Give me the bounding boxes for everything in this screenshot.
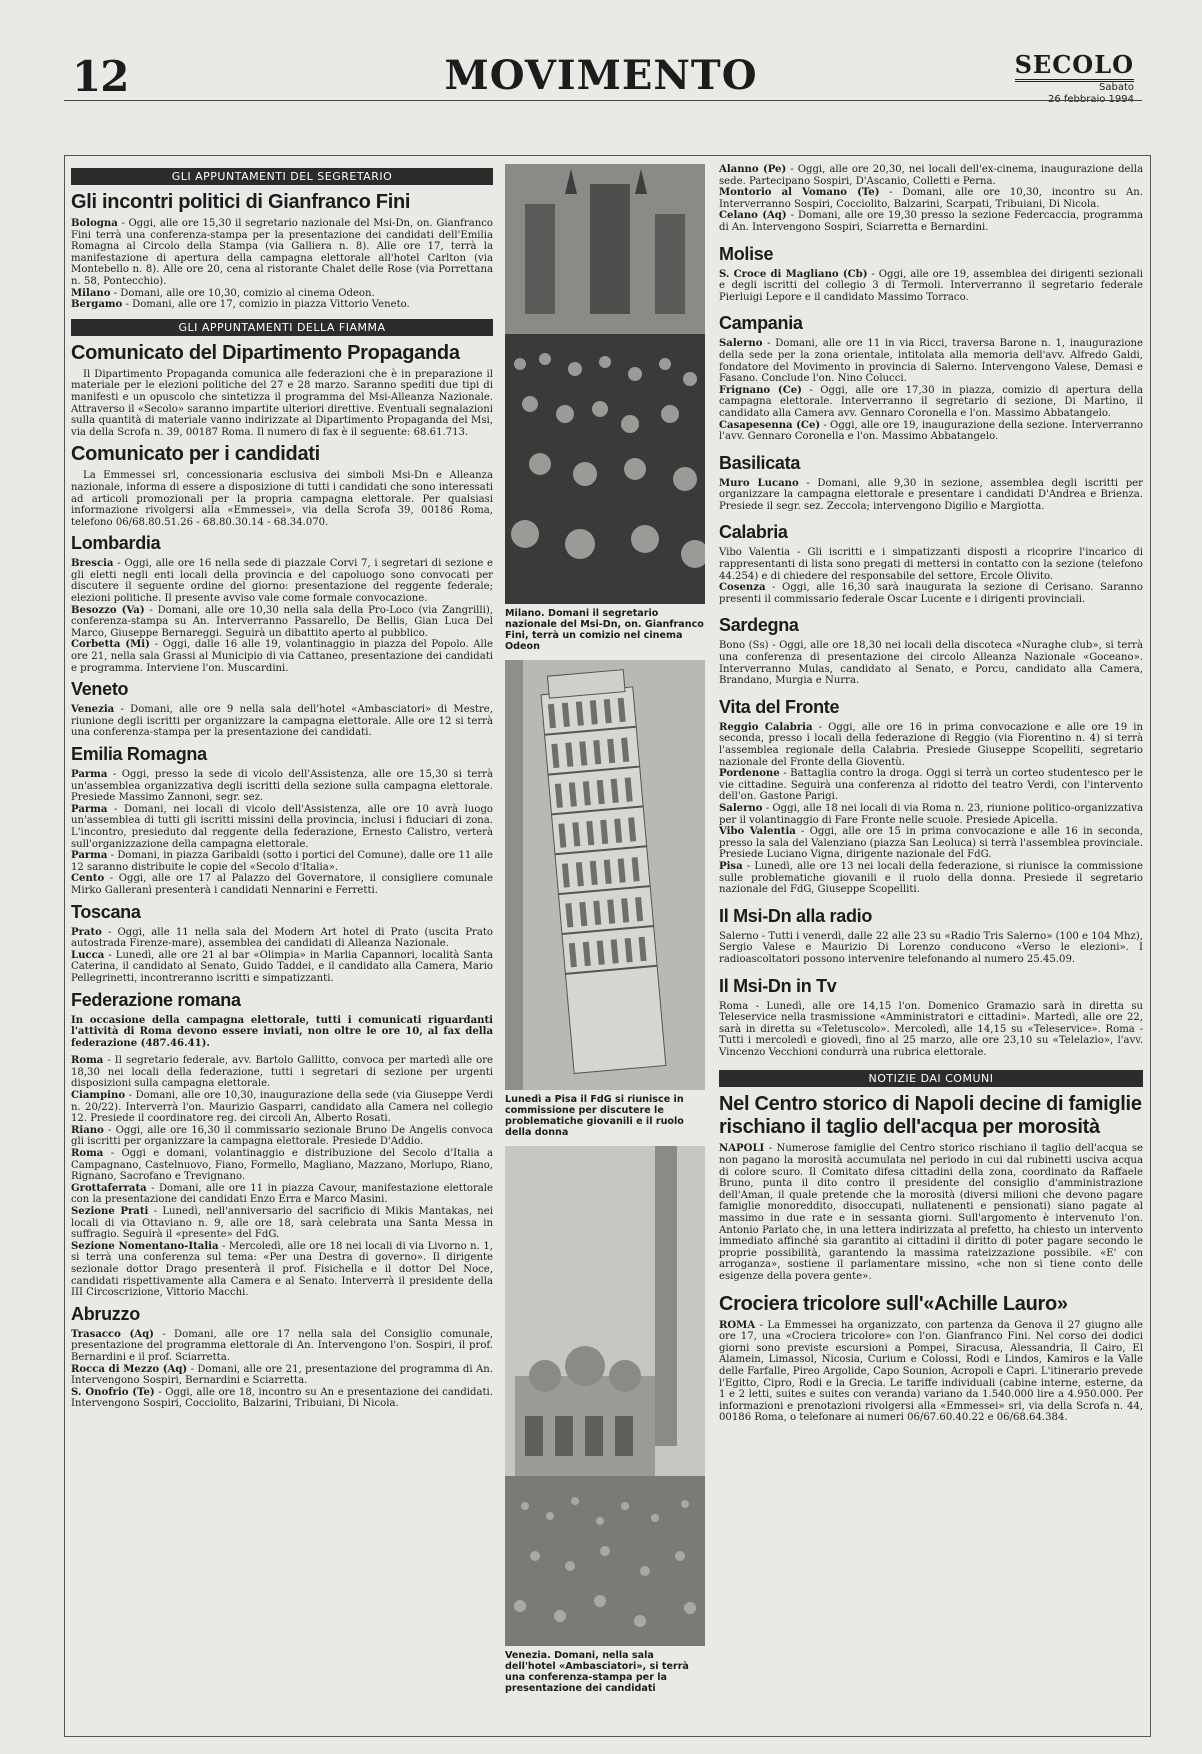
notice-place: Sezione Nomentano-Italia — [71, 1240, 219, 1252]
section-title: MOVIMENTO — [444, 52, 758, 99]
notice-item — [71, 873, 493, 896]
notice-item — [71, 804, 493, 850]
radio-list — [719, 931, 1143, 966]
banner-fiamma: GLI APPUNTAMENTI DELLA FIAMMA — [71, 319, 493, 336]
notice-text: - Domani, alle ore 17 nella sala del Consiglio comunale, presentazione del programma elettorale di An. Intervengono l'on. Sospiri, il prof. Bernardini e il prof. Sciarretta. — [71, 1328, 493, 1363]
abruzzo-heading: Abruzzo — [71, 1303, 140, 1324]
notice-text: - Oggi, alle ore 19, inaugurazione della sezione. Interverranno l'avv. Gennaro Coronella e l'on. Massimo Abbatangelo. — [719, 419, 1143, 443]
newspaper-logo: SECOLO — [1015, 50, 1134, 82]
emilia-list — [71, 769, 493, 897]
molise-list — [719, 269, 1143, 304]
notice-place: Lucca — [71, 949, 105, 961]
notice-text: - Oggi e domani, volantinaggio e distribuzione del Secolo d'Italia a Campagnano, Castelnuovo, Fiano, Formello, Magliano, Mazzano, Morlupo, Riano, Rignano, Sacrofano e Trevignano. — [71, 1148, 493, 1183]
notice-text: - Oggi, dalle 16 alle 19, volantinaggio in piazza del Popolo. Alle ore 21, nella sala Grassi al Municipio di via Cattaneo, presentazione dei candidati e programma. Interviene l'on. Muscardini. — [71, 639, 493, 674]
notice-item — [719, 931, 1143, 966]
notice-item — [71, 704, 493, 739]
notice-place: Milano — [71, 287, 111, 299]
notice-item — [71, 1387, 493, 1410]
notice-text: - Oggi, alle ore 18, incontro su An e presentazione dei candidati. Intervengono Sospiri, Cocciolito, Balzarini, Tribuiani, Di Nicola. — [71, 1386, 493, 1410]
notice-place: Parma — [71, 850, 108, 862]
sardegna-heading: Sardegna — [719, 615, 799, 636]
notice-item — [71, 1364, 493, 1387]
notice-text: - Oggi, alle ore 20,30, nei locali dell'ex-cinema, inaugurazione della sede. Partecipano Sospiri, D'Ascanio, Colletti e Perna. — [719, 164, 1143, 187]
notice-text: - Oggi, presso la sede di vicolo dell'Assistenza, alle ore 15,30 si terrà un'assemblea organizzativa degli iscritti della sezione sulla campagna elettorale. Presiede Massimo Zannoni, segr. sez. — [71, 769, 493, 804]
fronte-heading: Vita del Fronte — [719, 696, 840, 717]
notice-item — [719, 420, 1143, 443]
issue-date: 26 febbraio 1994 — [1047, 94, 1134, 105]
notice-item — [719, 385, 1143, 420]
notice-place: Rocca di Mezzo (Aq) — [71, 1363, 188, 1375]
notice-place: S. Onofrio (Te) — [71, 1386, 155, 1398]
notice-place: Roma — [71, 1055, 104, 1067]
page-frame — [64, 155, 1151, 1737]
campania-list — [719, 338, 1143, 442]
notice-item — [71, 1055, 493, 1090]
notice-item — [71, 1183, 493, 1206]
caption-milano: Milano. Domani il segretario nazionale del Msi-Dn, on. Gianfranco Fini, terrà un comizio nel cinema Odeon — [505, 608, 704, 652]
notice-place: Brescia — [71, 558, 114, 570]
notice-text: - Domani, alle ore 19,30 presso la sezione Federcaccia, programma di An. Intervengono Sospiri, Sciarretta e Bernardini. — [719, 210, 1143, 233]
notice-text: - Domani, alle ore 9 nella sala dell'hotel «Ambasciatori» di Mestre, riunione degli iscritti per organizzare la campagna elettorale. Alle ore 12 si terrà una conferenza-stampa per la presentazione dei candidati. — [71, 704, 493, 739]
notice-place: Muro Lucano — [719, 477, 799, 489]
notice-place: Venezia — [71, 704, 115, 716]
notice-place: Grottaferrata — [71, 1182, 147, 1194]
notice-place: Trasacco (Aq) — [71, 1328, 154, 1340]
notice-item — [71, 558, 493, 604]
lombardia-heading: Lombardia — [71, 533, 161, 554]
notice-item — [719, 826, 1143, 861]
notice-item — [719, 582, 1143, 605]
notice-text: - Oggi, alle ore 15,30 il segretario nazionale del Msi-Dn, on. Gianfranco Fini terrà una conferenza-stampa per la presentazione dei candidati dell'Emilia Romagna al Circolo della Stampa (via Galliera n. 8). Alle ore 17, terrà la manifestazione di apertura della campagna elettorale all'hotel Carlton (via Montebello n. 8). Alle ore 20, cena al ristorante Chalet delle Rose (via Porrettana n. 58, Pontecchio). — [71, 218, 493, 287]
notice-item — [719, 269, 1143, 304]
notice-item — [719, 861, 1143, 896]
notice-text: - Oggi, alle 16,30 sarà inaugurata la sezione di Cerisano. Saranno presenti il commissario federale Oscar Lucente e i dirigenti provinciali. — [719, 582, 1143, 605]
notice-item — [719, 478, 1143, 513]
notice-text: - Oggi, alle ore 19, assemblea dei dirigenti sezionali e degli iscritti del collegio 3 di Termoli. Interverranno il segretario federale Pierluigi Lepore e il candidato Massimo Torraco. — [719, 268, 1143, 303]
toscana-list — [71, 927, 493, 985]
notice-item — [71, 605, 493, 640]
basilicata-list — [719, 478, 1143, 513]
notice-item — [719, 768, 1143, 803]
notice-place: Frignano (Ce) — [719, 384, 802, 396]
crociera-body: - La Emmessei ha organizzato, con partenza da Genova il 27 giugno alle ore 17, una «Crociera tricolore» con l'on. Gianfranco Fini. Nel corso dei dodici giorni sono previste escursioni a Pompei, Siracusa, Alessandria, Il Cairo, El Alamein, Limassol, Nicosia, Curium e Colossi, Rodi e Lindos, Kamiros e la Valle delle Farfalle, Pireo Argolide, Capo Sounion, Acropoli e Capri. L'itinerario prevede l'Egitto, Cipro, Rodi e la Grecia. Le tariffe individuali (cabine interne, esterne, da 1 e 2 letti, suites e suites con veranda) variano da 1.540.000 lire a 4.950.000. Per informazioni e prenotazioni rivolgersi alla «Emmessei» srl, via della Scrofa n. 44, 00186 Roma, o telefonare ai numeri 06/67.60.40.22 e 06/68.64.384. — [719, 1319, 1143, 1424]
notice-text: Roma - Lunedì, alle ore 14,15 l'on. Domenico Gramazio sarà in diretta su Teleservice nella trasmissione «Amministratori e cittadini». Martedì, alle ore 22, sarà in diretta su «Teletuscolo». Mercoledì, alle 14,15 su «Teleservice». Roma - Tutti i mercoledì e giovedì, fino al 25 marzo, alle ore 23,10 su «Telelazio», l'avv. Vincenzo Vecchioni condurrà una rubrica elettorale. — [719, 1000, 1143, 1058]
notice-item — [71, 1329, 493, 1364]
notice-place: Montorio al Vomano (Te) — [719, 187, 880, 199]
notice-place: Casapesenna (Ce) — [719, 419, 821, 431]
notice-item — [71, 1090, 493, 1125]
notice-place: Sezione Prati — [71, 1206, 149, 1217]
notice-item — [719, 722, 1143, 768]
roma-notice: In occasione della campagna elettorale, tutti i comunicati riguardanti l'attività di Roma devono essere inviati, non oltre le ore 10, al fax della federazione (487.46.41). — [71, 1014, 493, 1049]
notice-place: Celano (Aq) — [719, 210, 787, 222]
notice-item — [71, 1125, 493, 1148]
notice-item — [71, 769, 493, 804]
notice-place: Cento — [71, 873, 105, 885]
basilicata-heading: Basilicata — [719, 452, 801, 473]
notice-place: S. Croce di Magliano (Cb) — [719, 268, 868, 280]
photo-milano — [505, 164, 705, 604]
notice-place: Parma — [71, 769, 108, 780]
sardegna-list — [719, 640, 1143, 686]
notice-item — [71, 1148, 493, 1183]
radio-heading: Il Msi-Dn alla radio — [719, 905, 873, 926]
notice-place: Salerno — [719, 338, 763, 350]
banner-comuni: NOTIZIE DAI COMUNI — [719, 1070, 1143, 1087]
notice-text: - Domani, alle 9,30 in sezione, assemblea degli iscritti per organizzare la campagna elettorale e presentare i candidati D'Andrea e Brienza. Presiede il segr. sez. Zeccola; intervengono Digilio e Margiotta. — [719, 477, 1143, 512]
tv-list — [719, 1001, 1143, 1059]
notice-item — [71, 639, 493, 674]
roma-heading: Federazione romana — [71, 989, 241, 1010]
notice-item — [719, 187, 1143, 210]
tv-heading: Il Msi-Dn in Tv — [719, 975, 837, 996]
calabria-heading: Calabria — [719, 522, 788, 543]
crociera-heading: Crociera tricolore sull'«Achille Lauro» — [719, 1292, 1068, 1315]
notice-item — [71, 850, 493, 873]
toscana-heading: Toscana — [71, 901, 141, 922]
notice-place: Vibo Valentia — [719, 826, 796, 838]
notice-text: - Il segretario federale, avv. Bartolo Gallitto, convoca per martedì alle ore 18,30 nei locali della federazione, tutti i segretari di sezione per urgenti disposizioni sulla campagna elettorale. — [71, 1055, 493, 1090]
left-column — [71, 164, 493, 1410]
notice-place: Besozzo (Va) — [71, 604, 145, 616]
abruzzo-continued-list — [719, 164, 1143, 234]
notice-text: - Lunedì, nell'anniversario del sacrificio di Mikis Mantakas, nei locali di via Ottaviano n. 9, alle ore 18, sarà celebrata una Santa Messa in suffragio. Seguirà il «presente» del FdG. — [71, 1206, 493, 1241]
candidati-heading: Comunicato per i candidati — [71, 443, 320, 466]
fini-list — [71, 218, 493, 311]
notice-text: Vibo Valentia - Gli iscritti e i simpatizzanti disposti a ricoprire l'incarico di rappresentanti di lista sono pregati di mettersi in contatto con la sezione (telefono 44.254) e di chiedere del responsabile del settore, Ercole Olivito. — [719, 547, 1143, 582]
notice-place: Bologna — [71, 218, 118, 229]
notice-item — [71, 218, 493, 288]
photo-pisa — [505, 660, 705, 1090]
notice-text: - Lunedì, alle ore 13 nei locali della federazione, si riunisce la commissione sulle problematiche giovanili e il ruolo della donna. Presiede il segretario nazionale del FdG, Giuseppe Scopelliti. — [719, 860, 1143, 896]
napoli-place: NAPOLI — [719, 1143, 765, 1155]
veneto-heading: Veneto — [71, 679, 129, 700]
abruzzo-list — [71, 1329, 493, 1410]
candidati-text: La Emmessei srl, concessionaria esclusiva dei simboli Msi-Dn e Alleanza nazionale, informa di essere a disposizione di tutti i candidati che sono interessati ad articoli promozionali per la propria campagna elettorale. Per qualsiasi informazione rivolgersi alla «Emmessei», via della Scrofa 39, 00186 Roma, telefono 06/68.80.51.26 - 68.80.30.14 - 68.34.070. — [71, 470, 493, 528]
napoli-heading: Nel Centro storico di Napoli decine di famiglie rischiano il taglio dell'acqua per morosità — [719, 1093, 1142, 1139]
notice-item — [71, 1241, 493, 1299]
notice-place: Bergamo — [71, 299, 123, 311]
napoli-text — [719, 1143, 1143, 1282]
notice-place: Reggio Calabria — [719, 721, 813, 733]
campania-heading: Campania — [719, 313, 803, 334]
emilia-heading: Emilia Romagna — [71, 744, 207, 764]
notice-text: - Lunedì, alle ore 21 al bar «Olimpia» in Marlia Capannori, località Santa Caterina, il candidato al Senato, Guido Taddei, e il candidato alla Camera, Mario Pellegrinetti, incontreranno iscritti e simpatizzanti. — [71, 949, 493, 984]
notice-item — [71, 288, 493, 300]
notice-item — [719, 338, 1143, 384]
notice-place: Ciampino — [71, 1090, 126, 1102]
caption-pisa: Lunedì a Pisa il FdG si riunisce in commissione per discutere le problematiche giovanili e il ruolo della donna — [505, 1094, 684, 1138]
fini-heading: Gli incontri politici di Gianfranco Fini — [71, 191, 411, 213]
notice-place: Riano — [71, 1124, 104, 1136]
notice-text: - Oggi, alle ore 16,30 il commissario sezionale Bruno De Angelis convoca gli iscritti per organizzare la campagna elettorale. Presiede D'Addio. — [71, 1124, 493, 1148]
notice-text: - Domani, alle ore 21, presentazione del programma di An. Intervengono Sospiri, Bernardini e Sciarretta. — [71, 1363, 493, 1387]
notice-text: - Oggi, alle ore 15 in prima convocazione e alle 16 in seconda, presso la sala del Valenziano (piazza San Leoluca) si terrà l'assemblea provinciale. Presiede Luciano Vigna, dirigente nazionale del FdG. — [719, 826, 1143, 861]
notice-place: Corbetta (Mi) — [71, 639, 150, 651]
notice-text: - Oggi, alle ore 16 nella sede di piazzale Corvi 7, i segretari di sezione e gli eletti negli enti locali della provincia e del capoluogo sono convocati per discutere il seguente ordine del giorno: presentazione del reggente federale; elezioni politiche. Il presente avviso vale come formale convocazione. — [71, 558, 493, 605]
notice-text: - Oggi, alle 11 nella sala del Modern Art hotel di Prato (uscita Prato autostrada Firenze-mare), assemblea dei candidati di Alleanza Nazionale. — [71, 926, 493, 950]
notice-item — [71, 927, 493, 950]
calabria-list — [719, 547, 1143, 605]
notice-place: Alanno (Pe) — [719, 164, 787, 175]
photo-column — [505, 164, 705, 1702]
notice-text: - Mercoledì, alle ore 18 nei locali di via Livorno n. 1, si terrà una conferenza sul tema: «Per una Destra di governo». Il dirigente sezionale dottor Drago presenterà il prof. Fisichella e il dottor Del Noce, candidati rispettivamente alla Camera e al Senato. Interverrà il presidente della III Circoscrizione, Vittorio Macchi. — [71, 1240, 493, 1299]
notice-item — [719, 640, 1143, 686]
notice-place: Pordenone — [719, 768, 780, 780]
notice-item — [719, 547, 1143, 582]
propaganda-text: Il Dipartimento Propaganda comunica alle federazioni che è in preparazione il materiale per le elezioni politiche del 27 e 28 marzo. Saranno spediti due tipi di manifesti e un opuscolo che sintetizza il programma del Msi-Alleanza Nazionale. Attraverso il «Secolo» saranno impartite ulteriori direttive. Eventuali segnalazioni sulla quantità di materiale vanno indirizzate al Dipartimento Propaganda del Msi, via della Scrofa n. 39, 00187 Roma. Il numero di fax è il seguente: 68.61.713. — [71, 368, 493, 438]
notice-place: Prato — [71, 926, 102, 938]
page-number: 12 — [72, 52, 129, 101]
crociera-place: ROMA — [719, 1319, 756, 1331]
notice-place: Cosenza — [719, 582, 766, 594]
notice-item — [719, 164, 1143, 187]
notice-text: - Oggi, alle 18 nei locali di via Roma n. 23, riunione politico-organizzativa per il volantinaggio di Fare Fronte nelle scuole. Presiede Apicella. — [719, 802, 1143, 826]
notice-text: - Domani, nei locali di vicolo dell'Assistenza, alle ore 10 avrà luogo un'assemblea di tutti gli iscritti missini della provincia, inclusi i fiduciari di zona. L'incontro, presieduto dal reggente della federazione, Ernesto Calistro, verterà sull'organizzazione della campagna elettorale. — [71, 803, 493, 850]
notice-text: - Domani, alle ore 10,30, incontro su An. Interverranno Sospiri, Cocciolito, Balzarini, Scarpati, Tribuiani, Di Nicola. — [719, 187, 1143, 210]
notice-item — [71, 299, 493, 311]
veneto-list — [71, 704, 493, 739]
caption-venezia: Venezia. Domani, nella sala dell'hotel «Ambasciatori», si terrà una conferenza-stampa per la presentazione dei candidati — [505, 1650, 689, 1694]
lombardia-list — [71, 558, 493, 674]
notice-place: Pisa — [719, 860, 743, 872]
roma-list — [71, 1055, 493, 1298]
notice-item — [71, 1206, 493, 1241]
top-rule — [64, 100, 1142, 101]
notice-item — [71, 950, 493, 985]
right-column — [719, 164, 1143, 1424]
notice-place: Salerno — [719, 802, 763, 814]
issue-day: Sabato — [1099, 82, 1134, 93]
notice-item — [719, 210, 1143, 233]
notice-text: - Domani, alle ore 10,30 nella sala della Pro-Loco (via Zangrilli), conferenza-stampa su An. Interverranno Passarello, De Bellis, Gian Luca Del Marco, Giuseppe Bernareggi. Seguirà un dibattito aperto al pubblico. — [71, 604, 493, 639]
molise-heading: Molise — [719, 243, 774, 264]
notice-text: - Domani, alle ore 11 in via Ricci, traversa Barone n. 1, inaugurazione della sede per la zona orientale, intitolata alla memoria dell'avv. Alfredo Galdi, fondatore del Movimento in provincia di Salerno. Intervengono Valese, Demasi e Fasano. Conclude l'on. Nino Colucci. — [719, 338, 1143, 385]
notice-text: Salerno - Tutti i venerdì, dalle 22 alle 23 su «Radio Tris Salerno» (100 e 104 Mhz), Sergio Valese e Maurizio Di Lorenzo conducono «Verso le elezioni». I radioascoltatori possono intervenire telefonando al numero 25.45.09. — [719, 930, 1143, 965]
notice-text: - Battaglia contro la droga. Oggi si terrà un corteo studentesco per le vie cittadine. Seguirà una conferenza al ridotto del teatro Verdi, con l'intervento dell'on. Gastone Parigi. — [719, 768, 1143, 803]
banner-segretario: GLI APPUNTAMENTI DEL SEGRETARIO — [71, 168, 493, 185]
notice-item — [719, 1001, 1143, 1059]
fronte-list — [719, 722, 1143, 896]
masthead — [1014, 50, 1134, 106]
notice-text: Bono (Ss) - Oggi, alle ore 18,30 nei locali della discoteca «Nuraghe club», si terrà una conferenza di presentazione dei circolo Alleanza Nazionale «Goceano». Interverranno Mulas, candidato al Senato, e Porcu, candidato alla Camera, Brandano, Murgia e Nurra. — [719, 640, 1143, 687]
notice-text: - Oggi, alle ore 17 al Palazzo del Governatore, il consigliere comunale Mirko Galleranì presenterà i candidati Nennarini e Ferretti. — [71, 873, 493, 896]
notice-text: - Oggi, alle ore 17,30 in piazza, comizio di apertura della campagna elettorale. Interverranno il segretario di sezione, Di Martino, il candidato alla Camera avv. Gennaro Coronella e l'on. Massimo Abbatangelo. — [719, 384, 1144, 419]
propaganda-heading: Comunicato del Dipartimento Propaganda — [71, 341, 460, 364]
crociera-text — [719, 1320, 1143, 1424]
notice-item — [719, 803, 1143, 826]
notice-text: - Domani, alle ore 10,30, comizio al cinema Odeon. — [110, 287, 375, 299]
notice-place: Parma — [71, 803, 108, 815]
notice-text: - Oggi, alle ore 16 in prima convocazione e alle ore 19 in seconda, presso i locali della federazione di Reggio (via Fiorentino n. 4) si terrà l'assemblea regionale della Calabria. Presiede Giuseppe Scopelliti, segretario nazionale del Fronte della Gioventù. — [719, 721, 1143, 768]
notice-text: - Domani, alle ore 17, comizio in piazza Vittorio Veneto. — [122, 299, 410, 311]
notice-place: Roma — [71, 1148, 104, 1160]
notice-text: - Domani, in piazza Garibaldi (sotto i portici del Comune), dalle ore 11 alle 12 saranno distribuite le copie del «Secolo d'Italia». — [71, 850, 493, 873]
notice-text: - Domani, alle ore 10,30, inaugurazione della sede (via Giuseppe Verdi n. 20/22). Interverrà l'on. Maurizio Gasparri, candidato alla Camera nel collegio 12. Presiede il coordinatore reg. dei circoli An, Alberto Rosati. — [71, 1090, 493, 1125]
napoli-body: - Numerose famiglie del Centro storico rischiano il taglio dell'acqua se non pagano la morosità accumulata nel periodo in cui dal rubinetti usciva acqua di colore scuro. Il Comitato difesa cittadini della zona, coordinato da Raffaele Bruno, punta il dito contro il presidente del consiglio d'amministrazione dell'Aman, il quale pretende che la morosità (diversi milioni che devono pagare famiglie monoreddito, disoccupati, nullatenenti e pensionati) siano pagate al massimo in due rate e in sessanta giorni. Sull'argomento è intervenuto l'on. Antonio Parlato che, in una lettera indirizzata al prefetto, ha chiesto un intervento immediato affinché sia garantito ai cittadini il diritto di poter pagare secondo le proprie possibilità, garantendo la massima rateizzazione possibile. «E' con arroganza», sostiene il parlamentare missino, «che non si tiene conto delle esigenze della povera gente». — [719, 1143, 1143, 1282]
photo-venezia — [505, 1146, 705, 1646]
notice-text: - Domani, alle ore 11 in piazza Cavour, manifestazione elettorale con la presentazione dei candidati Enzo Erra e Marco Masini. — [71, 1182, 493, 1206]
